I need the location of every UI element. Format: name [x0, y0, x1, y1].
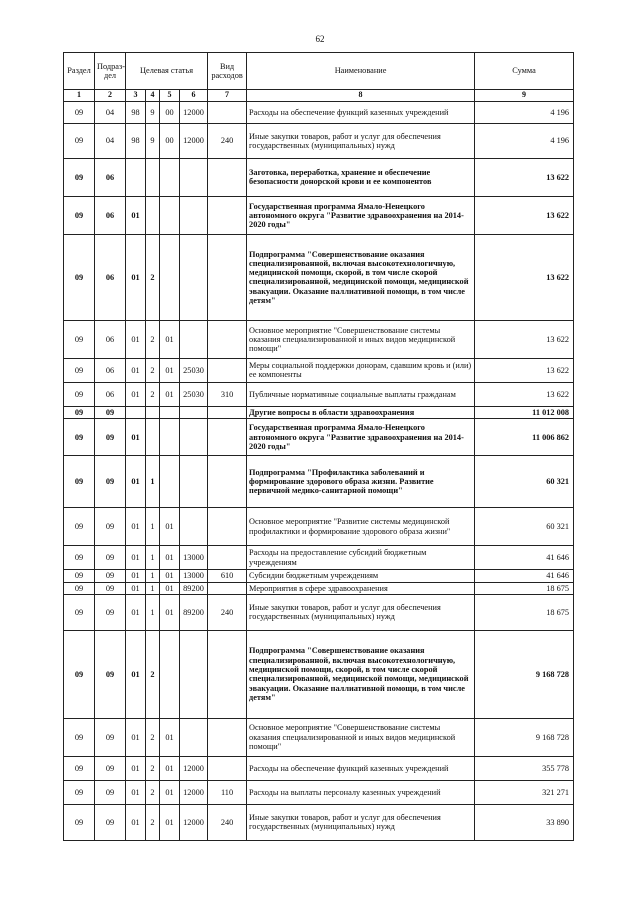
program-code-cell: 01 [126, 382, 146, 406]
expense-type-cell [208, 718, 247, 756]
razdel-cell: 09 [64, 780, 95, 804]
name-cell: Субсидии бюджетным учреждениям [247, 570, 475, 582]
name-cell: Государственная программа Ямало-Ненецкого автономного округа "Развитие здравоохранения на 2014-2020 годы" [247, 419, 475, 456]
page-number: 62 [315, 34, 325, 44]
name-cell: Подпрограмма "Совершенствование оказания специализированной, включая высокотехнологичную, медицинской помощи, скорой, в том числе скорой специализированной, медицинской помощи, медицинской эвакуации. Оказание паллиативной помощи, в том числе детям" [247, 234, 475, 320]
program-code-cell: 01 [126, 630, 146, 718]
subprogram-code-cell: 1 [146, 508, 160, 546]
subprogram-code-cell: 2 [146, 756, 160, 780]
col-number: 8 [247, 90, 475, 102]
expense-type-cell [208, 546, 247, 570]
podrazdel-cell: 09 [95, 718, 126, 756]
podrazdel-cell: 09 [95, 456, 126, 508]
sum-cell: 41 646 [475, 546, 574, 570]
program-code-cell: 01 [126, 196, 146, 234]
table-row [64, 456, 574, 508]
expense-type-cell [208, 358, 247, 382]
razdel-cell: 09 [64, 406, 95, 418]
table-row [64, 570, 574, 582]
sum-cell: 41 646 [475, 570, 574, 582]
razdel-cell: 09 [64, 358, 95, 382]
name-cell: Расходы на обеспечение функций казенных учреждений [247, 756, 475, 780]
budget-table [63, 52, 574, 841]
razdel-cell: 09 [64, 101, 95, 123]
subprogram-code-cell [146, 158, 160, 196]
direction-code-cell: 12000 [180, 101, 208, 123]
table-row [64, 594, 574, 630]
name-cell: Заготовка, переработка, хранение и обеспечение безопасности донорской крови и ее компонентов [247, 158, 475, 196]
table-row [64, 358, 574, 382]
sum-cell: 13 622 [475, 196, 574, 234]
expense-type-cell: 310 [208, 382, 247, 406]
name-cell: Основное мероприятие "Развитие системы медицинской профилактики и формирование здорового образа жизни" [247, 508, 475, 546]
podrazdel-cell: 09 [95, 582, 126, 594]
expense-type-cell [208, 630, 247, 718]
col-number: 2 [95, 90, 126, 102]
program-code-cell: 01 [126, 756, 146, 780]
sum-cell: 11 012 008 [475, 406, 574, 418]
sum-cell: 18 675 [475, 582, 574, 594]
table-row [64, 123, 574, 158]
program-code-cell: 01 [126, 546, 146, 570]
program-code-cell: 01 [126, 419, 146, 456]
subprogram-code-cell: 1 [146, 546, 160, 570]
name-cell: Подпрограмма "Совершенствование оказания специализированной, включая высокотехнологичную, медицинской помощи, скорой, в том числе скорой специализированной, медицинской помощи, медицинской эвакуации. Оказание паллиативной помощи, в том числе детям" [247, 630, 475, 718]
podrazdel-cell: 06 [95, 358, 126, 382]
expense-type-cell: 240 [208, 594, 247, 630]
sum-cell: 60 321 [475, 508, 574, 546]
expense-type-cell [208, 508, 247, 546]
podrazdel-cell: 06 [95, 320, 126, 358]
name-cell: Иные закупки товаров, работ и услуг для обеспечения государственных (муниципальных) нужд [247, 804, 475, 840]
direction-code-cell [180, 508, 208, 546]
sum-cell: 4 196 [475, 123, 574, 158]
razdel-cell: 09 [64, 456, 95, 508]
column-number-row [64, 90, 574, 102]
expense-type-cell [208, 406, 247, 418]
expense-type-cell [208, 158, 247, 196]
header-celevaya-statya: Целевая статья [126, 53, 208, 90]
event-code-cell [160, 158, 180, 196]
podrazdel-cell: 09 [95, 804, 126, 840]
event-code-cell: 01 [160, 780, 180, 804]
name-cell: Расходы на предоставление субсидий бюджетным учреждениям [247, 546, 475, 570]
header-podrazdel: Подраз-дел [95, 53, 126, 90]
razdel-cell: 09 [64, 234, 95, 320]
podrazdel-cell: 06 [95, 234, 126, 320]
col-number: 3 [126, 90, 146, 102]
razdel-cell: 09 [64, 582, 95, 594]
table-row [64, 234, 574, 320]
direction-code-cell: 89200 [180, 582, 208, 594]
program-code-cell: 01 [126, 570, 146, 582]
expense-type-cell [208, 456, 247, 508]
header-naimenovanie: Наименование [247, 53, 475, 90]
podrazdel-cell: 09 [95, 780, 126, 804]
subprogram-code-cell: 9 [146, 101, 160, 123]
podrazdel-cell: 09 [95, 570, 126, 582]
razdel-cell: 09 [64, 419, 95, 456]
table-row [64, 406, 574, 418]
sum-cell: 13 622 [475, 320, 574, 358]
direction-code-cell: 12000 [180, 123, 208, 158]
table-row [64, 320, 574, 358]
event-code-cell: 01 [160, 358, 180, 382]
direction-code-cell [180, 456, 208, 508]
razdel-cell: 09 [64, 718, 95, 756]
table-row [64, 756, 574, 780]
event-code-cell [160, 419, 180, 456]
subprogram-code-cell: 2 [146, 780, 160, 804]
expense-type-cell [208, 419, 247, 456]
event-code-cell: 01 [160, 546, 180, 570]
event-code-cell: 01 [160, 382, 180, 406]
expense-type-cell [208, 101, 247, 123]
razdel-cell: 09 [64, 508, 95, 546]
subprogram-code-cell [146, 419, 160, 456]
name-cell: Другие вопросы в области здравоохранения [247, 406, 475, 418]
name-cell: Основное мероприятие "Совершенствование системы оказания специализированной и иных видов медицинской помощи" [247, 320, 475, 358]
name-cell: Основное мероприятие "Совершенствование системы оказания специализированной и иных видов медицинской помощи" [247, 718, 475, 756]
sum-cell: 321 271 [475, 780, 574, 804]
direction-code-cell: 89200 [180, 594, 208, 630]
table-row [64, 196, 574, 234]
sum-cell: 60 321 [475, 456, 574, 508]
col-number: 9 [475, 90, 574, 102]
sum-cell: 13 622 [475, 158, 574, 196]
direction-code-cell: 13000 [180, 570, 208, 582]
expense-type-cell: 110 [208, 780, 247, 804]
podrazdel-cell: 09 [95, 508, 126, 546]
program-code-cell: 01 [126, 718, 146, 756]
direction-code-cell [180, 630, 208, 718]
razdel-cell: 09 [64, 630, 95, 718]
podrazdel-cell: 06 [95, 196, 126, 234]
table-row [64, 419, 574, 456]
expense-type-cell: 240 [208, 123, 247, 158]
table-row [64, 630, 574, 718]
subprogram-code-cell: 2 [146, 804, 160, 840]
event-code-cell: 01 [160, 570, 180, 582]
razdel-cell: 09 [64, 546, 95, 570]
header-vid-rashodov: Вид расходов [208, 53, 247, 90]
program-code-cell: 01 [126, 508, 146, 546]
program-code-cell: 01 [126, 456, 146, 508]
table-body [64, 101, 574, 840]
name-cell: Иные закупки товаров, работ и услуг для обеспечения государственных (муниципальных) нужд [247, 123, 475, 158]
program-code-cell: 01 [126, 320, 146, 358]
name-cell: Мероприятия в сфере здравоохранения [247, 582, 475, 594]
direction-code-cell [180, 718, 208, 756]
expense-type-cell [208, 196, 247, 234]
table-row [64, 780, 574, 804]
direction-code-cell [180, 234, 208, 320]
razdel-cell: 09 [64, 804, 95, 840]
expense-type-cell [208, 320, 247, 358]
expense-type-cell: 240 [208, 804, 247, 840]
direction-code-cell: 25030 [180, 358, 208, 382]
sum-cell: 13 622 [475, 382, 574, 406]
event-code-cell [160, 456, 180, 508]
subprogram-code-cell: 2 [146, 382, 160, 406]
event-code-cell [160, 630, 180, 718]
sum-cell: 9 168 728 [475, 630, 574, 718]
name-cell: Государственная программа Ямало-Ненецкого автономного округа "Развитие здравоохранения на 2014-2020 годы" [247, 196, 475, 234]
podrazdel-cell: 09 [95, 756, 126, 780]
razdel-cell: 09 [64, 320, 95, 358]
name-cell: Расходы на обеспечение функций казенных учреждений [247, 101, 475, 123]
expense-type-cell [208, 582, 247, 594]
col-number: 7 [208, 90, 247, 102]
event-code-cell [160, 234, 180, 320]
subprogram-code-cell: 1 [146, 594, 160, 630]
table-row [64, 718, 574, 756]
razdel-cell: 09 [64, 382, 95, 406]
razdel-cell: 09 [64, 594, 95, 630]
sum-cell: 355 778 [475, 756, 574, 780]
name-cell: Публичные нормативные социальные выплаты гражданам [247, 382, 475, 406]
podrazdel-cell: 04 [95, 101, 126, 123]
expense-type-cell [208, 234, 247, 320]
event-code-cell: 01 [160, 718, 180, 756]
podrazdel-cell: 09 [95, 406, 126, 418]
program-code-cell: 01 [126, 234, 146, 320]
table-row [64, 382, 574, 406]
direction-code-cell [180, 196, 208, 234]
sum-cell: 13 622 [475, 358, 574, 382]
razdel-cell: 09 [64, 123, 95, 158]
program-code-cell: 01 [126, 594, 146, 630]
subprogram-code-cell [146, 196, 160, 234]
direction-code-cell: 25030 [180, 382, 208, 406]
razdel-cell: 09 [64, 570, 95, 582]
subprogram-code-cell: 2 [146, 320, 160, 358]
subprogram-code-cell: 2 [146, 630, 160, 718]
subprogram-code-cell: 2 [146, 234, 160, 320]
header-summa: Сумма [475, 53, 574, 90]
sum-cell: 11 006 862 [475, 419, 574, 456]
direction-code-cell: 12000 [180, 756, 208, 780]
event-code-cell [160, 196, 180, 234]
table-row [64, 101, 574, 123]
expense-type-cell: 610 [208, 570, 247, 582]
col-number: 1 [64, 90, 95, 102]
direction-code-cell: 13000 [180, 546, 208, 570]
subprogram-code-cell: 1 [146, 456, 160, 508]
program-code-cell: 01 [126, 780, 146, 804]
sum-cell: 18 675 [475, 594, 574, 630]
name-cell: Меры социальной поддержки донорам, сдавшим кровь и (или) ее компоненты [247, 358, 475, 382]
sum-cell: 33 890 [475, 804, 574, 840]
direction-code-cell: 12000 [180, 780, 208, 804]
sum-cell: 13 622 [475, 234, 574, 320]
subprogram-code-cell: 2 [146, 358, 160, 382]
table-row [64, 804, 574, 840]
subprogram-code-cell: 9 [146, 123, 160, 158]
event-code-cell [160, 406, 180, 418]
event-code-cell: 01 [160, 594, 180, 630]
event-code-cell: 01 [160, 582, 180, 594]
direction-code-cell [180, 158, 208, 196]
program-code-cell: 01 [126, 804, 146, 840]
col-number: 5 [160, 90, 180, 102]
direction-code-cell [180, 419, 208, 456]
podrazdel-cell: 09 [95, 546, 126, 570]
razdel-cell: 09 [64, 196, 95, 234]
table-row [64, 582, 574, 594]
podrazdel-cell: 06 [95, 382, 126, 406]
program-code-cell: 01 [126, 358, 146, 382]
table-row [64, 546, 574, 570]
razdel-cell: 09 [64, 158, 95, 196]
event-code-cell: 01 [160, 756, 180, 780]
subprogram-code-cell: 1 [146, 570, 160, 582]
podrazdel-cell: 09 [95, 594, 126, 630]
event-code-cell: 01 [160, 508, 180, 546]
event-code-cell: 01 [160, 320, 180, 358]
expense-type-cell [208, 756, 247, 780]
direction-code-cell: 12000 [180, 804, 208, 840]
program-code-cell: 98 [126, 123, 146, 158]
name-cell: Расходы на выплаты персоналу казенных учреждений [247, 780, 475, 804]
name-cell: Подпрограмма "Профилактика заболеваний и формирование здорового образа жизни. Развитие первичной медико-санитарной помощи" [247, 456, 475, 508]
direction-code-cell [180, 406, 208, 418]
program-code-cell: 98 [126, 101, 146, 123]
razdel-cell: 09 [64, 756, 95, 780]
col-number: 4 [146, 90, 160, 102]
name-cell: Иные закупки товаров, работ и услуг для обеспечения государственных (муниципальных) нужд [247, 594, 475, 630]
subprogram-code-cell [146, 406, 160, 418]
direction-code-cell [180, 320, 208, 358]
podrazdel-cell: 09 [95, 419, 126, 456]
podrazdel-cell: 06 [95, 158, 126, 196]
header-razdel: Раздел [64, 53, 95, 90]
program-code-cell [126, 158, 146, 196]
program-code-cell [126, 406, 146, 418]
subprogram-code-cell: 1 [146, 582, 160, 594]
podrazdel-cell: 04 [95, 123, 126, 158]
event-code-cell: 01 [160, 804, 180, 840]
table-row [64, 508, 574, 546]
sum-cell: 4 196 [475, 101, 574, 123]
event-code-cell: 00 [160, 123, 180, 158]
podrazdel-cell: 09 [95, 630, 126, 718]
col-number: 6 [180, 90, 208, 102]
sum-cell: 9 168 728 [475, 718, 574, 756]
program-code-cell: 01 [126, 582, 146, 594]
subprogram-code-cell: 2 [146, 718, 160, 756]
event-code-cell: 00 [160, 101, 180, 123]
table-row [64, 158, 574, 196]
